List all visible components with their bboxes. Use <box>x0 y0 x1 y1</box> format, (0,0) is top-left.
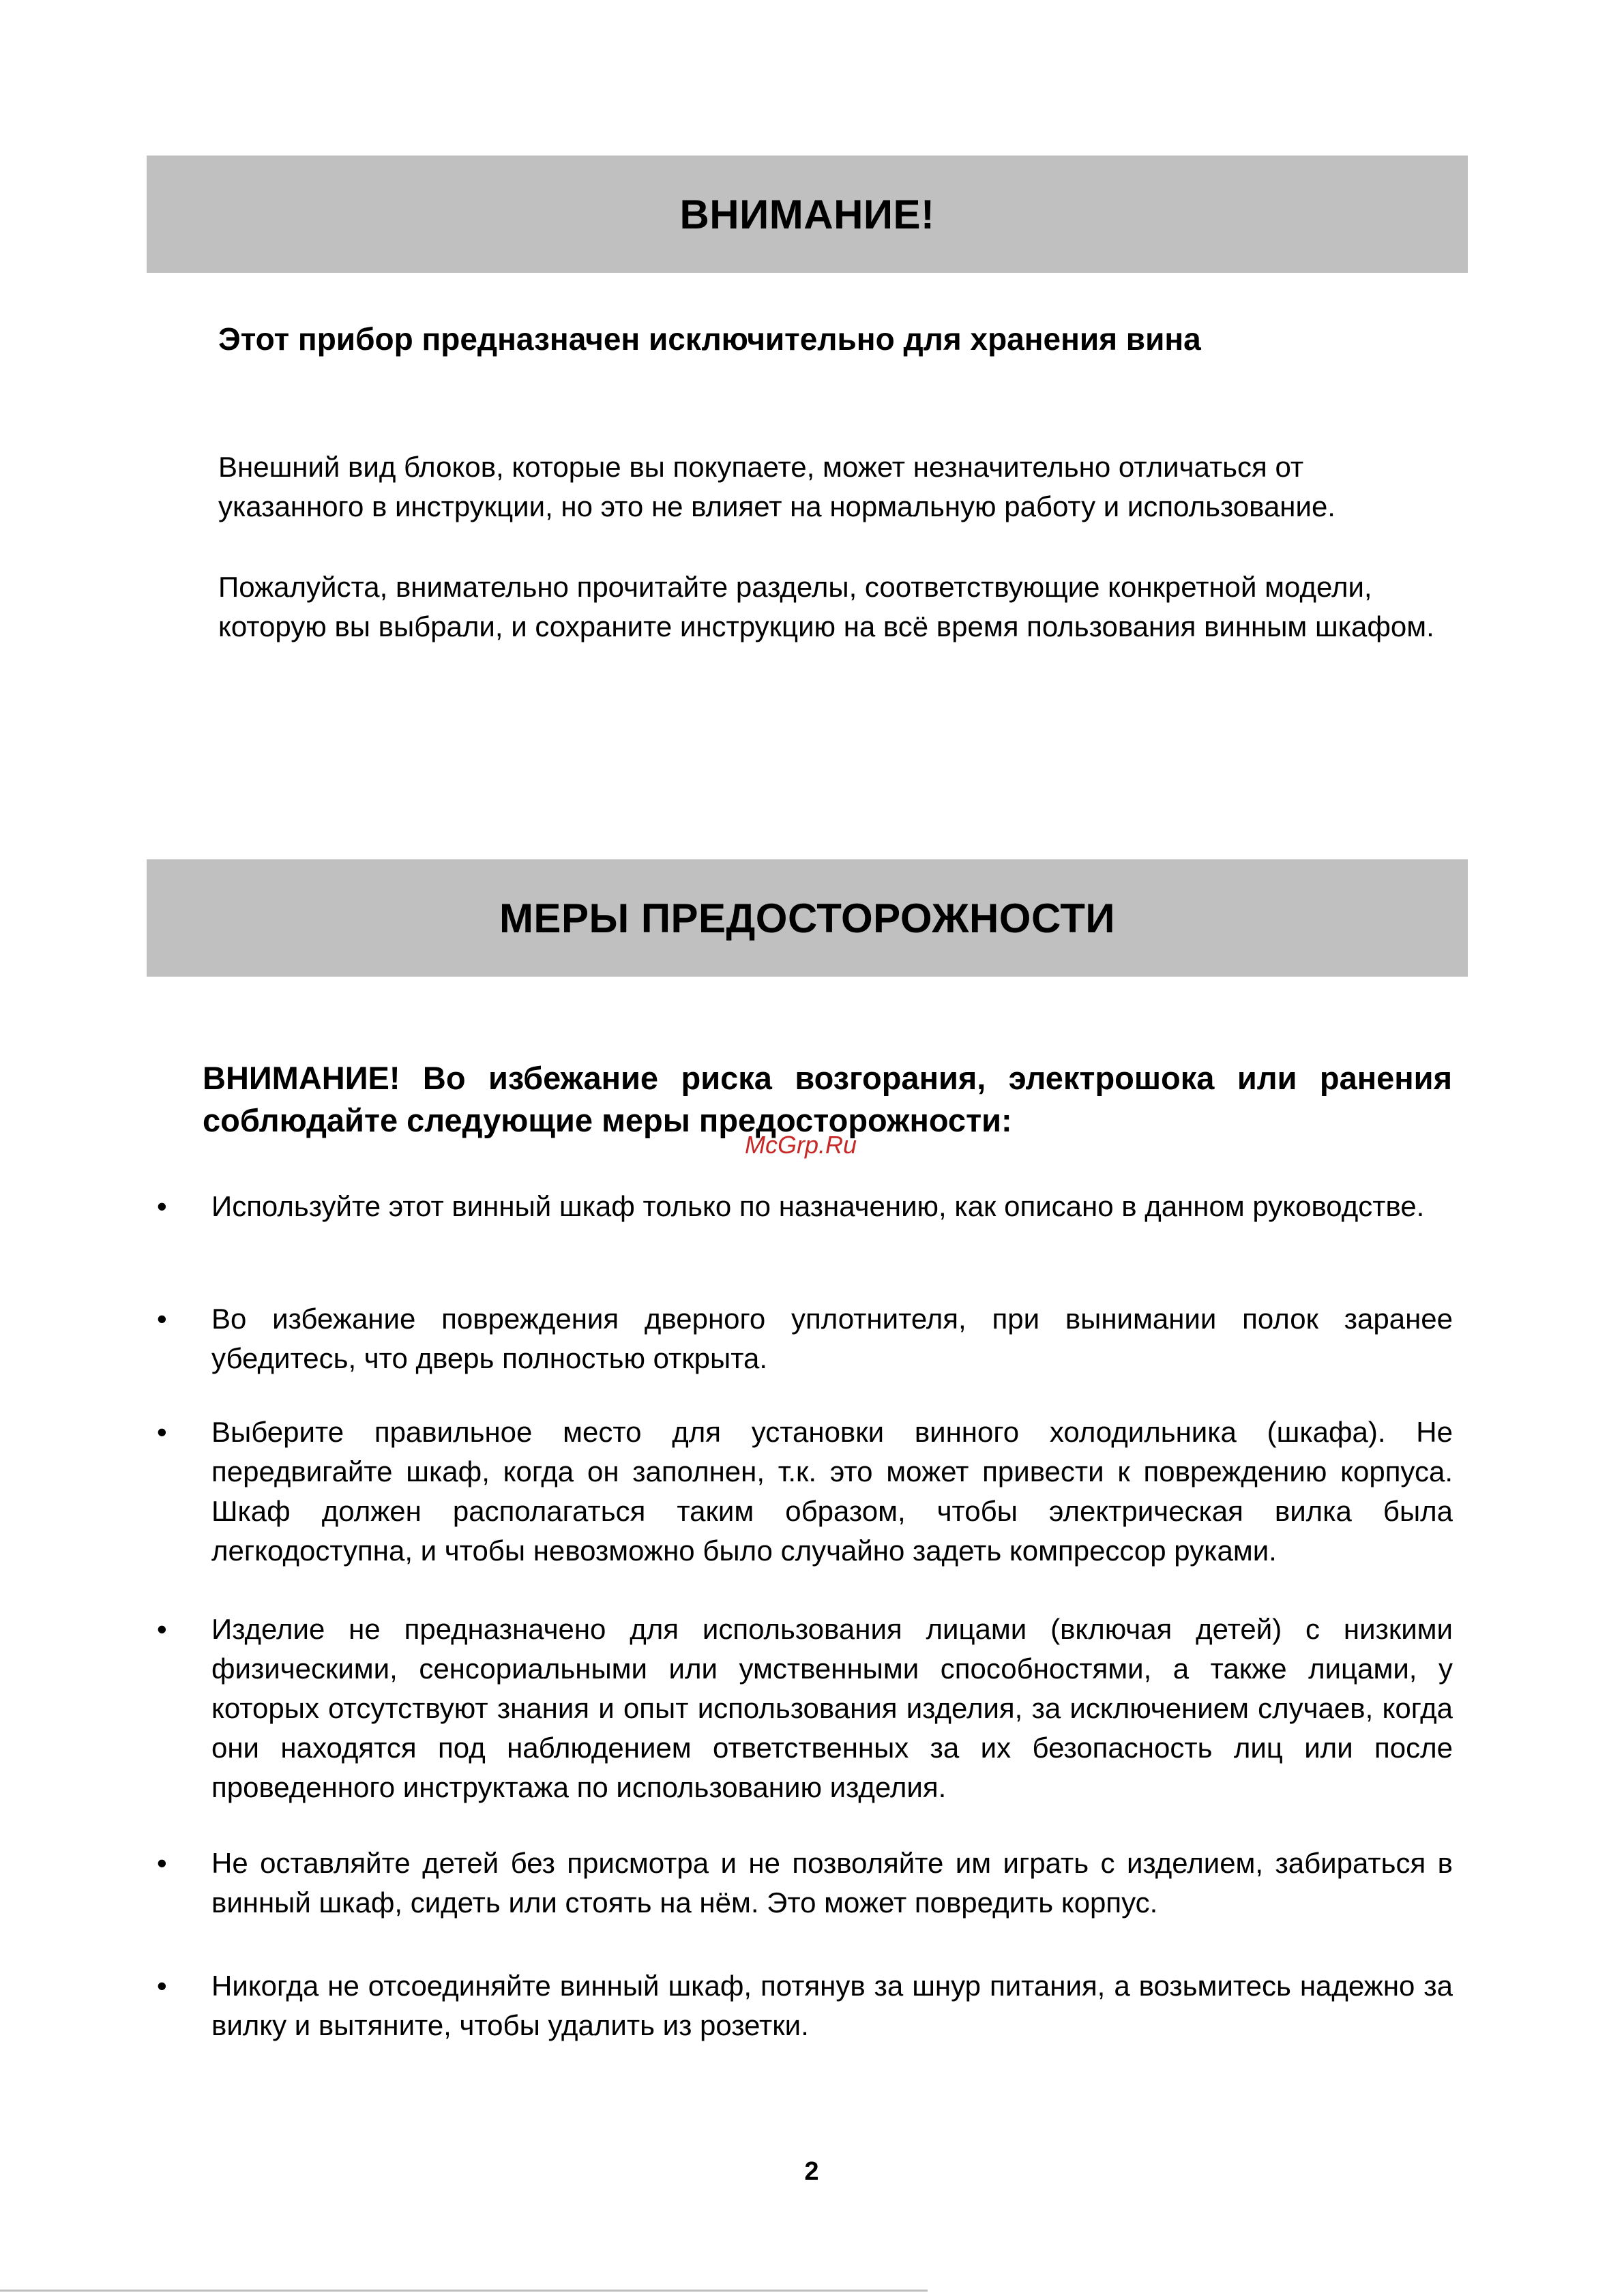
bullet-icon: • <box>157 1416 167 1448</box>
precaution-item <box>157 1966 1453 2045</box>
precaution-text: Выберите правильное место для установки винного холодильника (шкафа). Не передвигайте шкаф, когда он заполнен, т.к. это может привести к повреждению корпуса. Шкаф должен располагаться таким образом, чтобы электрическая вилка была легкодоступна, и чтобы невозможно было случайно задеть компрессор руками. <box>211 1416 1453 1567</box>
precaution-text: Во избежание повреждения дверного уплотнителя, при вынимании полок заранее убедитесь, что дверь полностью открыта. <box>211 1303 1453 1374</box>
intro-paragraph: Пожалуйста, внимательно прочитайте разделы, соответствующие конкретной модели, которую вы выбрали, и сохраните инструкцию на всё время пользования винным шкафом. <box>218 571 1434 642</box>
precaution-item <box>157 1187 1453 1226</box>
purpose-subtitle: Этот прибор предназначен исключительно для хранения вина <box>218 321 1201 357</box>
bullet-icon: • <box>157 1970 167 2002</box>
precautions-heading: МЕРЫ ПРЕДОСТОРОЖНОСТИ <box>499 895 1116 941</box>
precaution-text: Изделие не предназначено для использования лицами (включая детей) с низкими физическими, сенсориальными или умственными способностями, а также лицами, у которых отсутствуют знания и опыт использования изделия, за исключением случаев, когда они находятся под наблюдением ответственных за их безопасность лиц или после проведенного инструктажа по использованию изделия. <box>211 1613 1453 1803</box>
precautions-banner <box>147 859 1468 977</box>
precaution-text: Не оставляйте детей без присмотра и не позволяйте им играть с изделием, забираться в винный шкаф, сидеть или стоять на нём. Это может повредить корпус. <box>211 1847 1453 1919</box>
safety-warning: ВНИМАНИЕ! Во избежание риска возгорания, электрошока или ранения соблюдайте следующие меры предосторожности: <box>203 1060 1452 1138</box>
page-number: 2 <box>804 2157 819 2186</box>
bullet-icon: • <box>157 1190 167 1222</box>
bullet-icon: • <box>157 1847 167 1879</box>
footer-divider <box>0 2290 928 2292</box>
precaution-text: Используйте этот винный шкаф только по назначению, как описано в данном руководстве. <box>211 1190 1425 1222</box>
bullet-icon: • <box>157 1613 167 1645</box>
attention-banner <box>147 156 1468 273</box>
bullet-icon: • <box>157 1303 167 1335</box>
precaution-item <box>157 1844 1453 1923</box>
watermark: McGrp.Ru <box>745 1131 857 1159</box>
attention-heading: ВНИМАНИЕ! <box>679 191 935 237</box>
precaution-item <box>157 1412 1453 1571</box>
precaution-item <box>157 1299 1453 1378</box>
precaution-item <box>157 1610 1453 1807</box>
precaution-text: Никогда не отсоединяйте винный шкаф, потянув за шнур питания, а возьмитесь надежно за вилку и вытяните, чтобы удалить из розетки. <box>211 1970 1453 2041</box>
intro-paragraph: Внешний вид блоков, которые вы покупаете, может незначительно отличаться от указанного в инструкции, но это не влияет на нормальную работу и использование. <box>218 451 1335 522</box>
